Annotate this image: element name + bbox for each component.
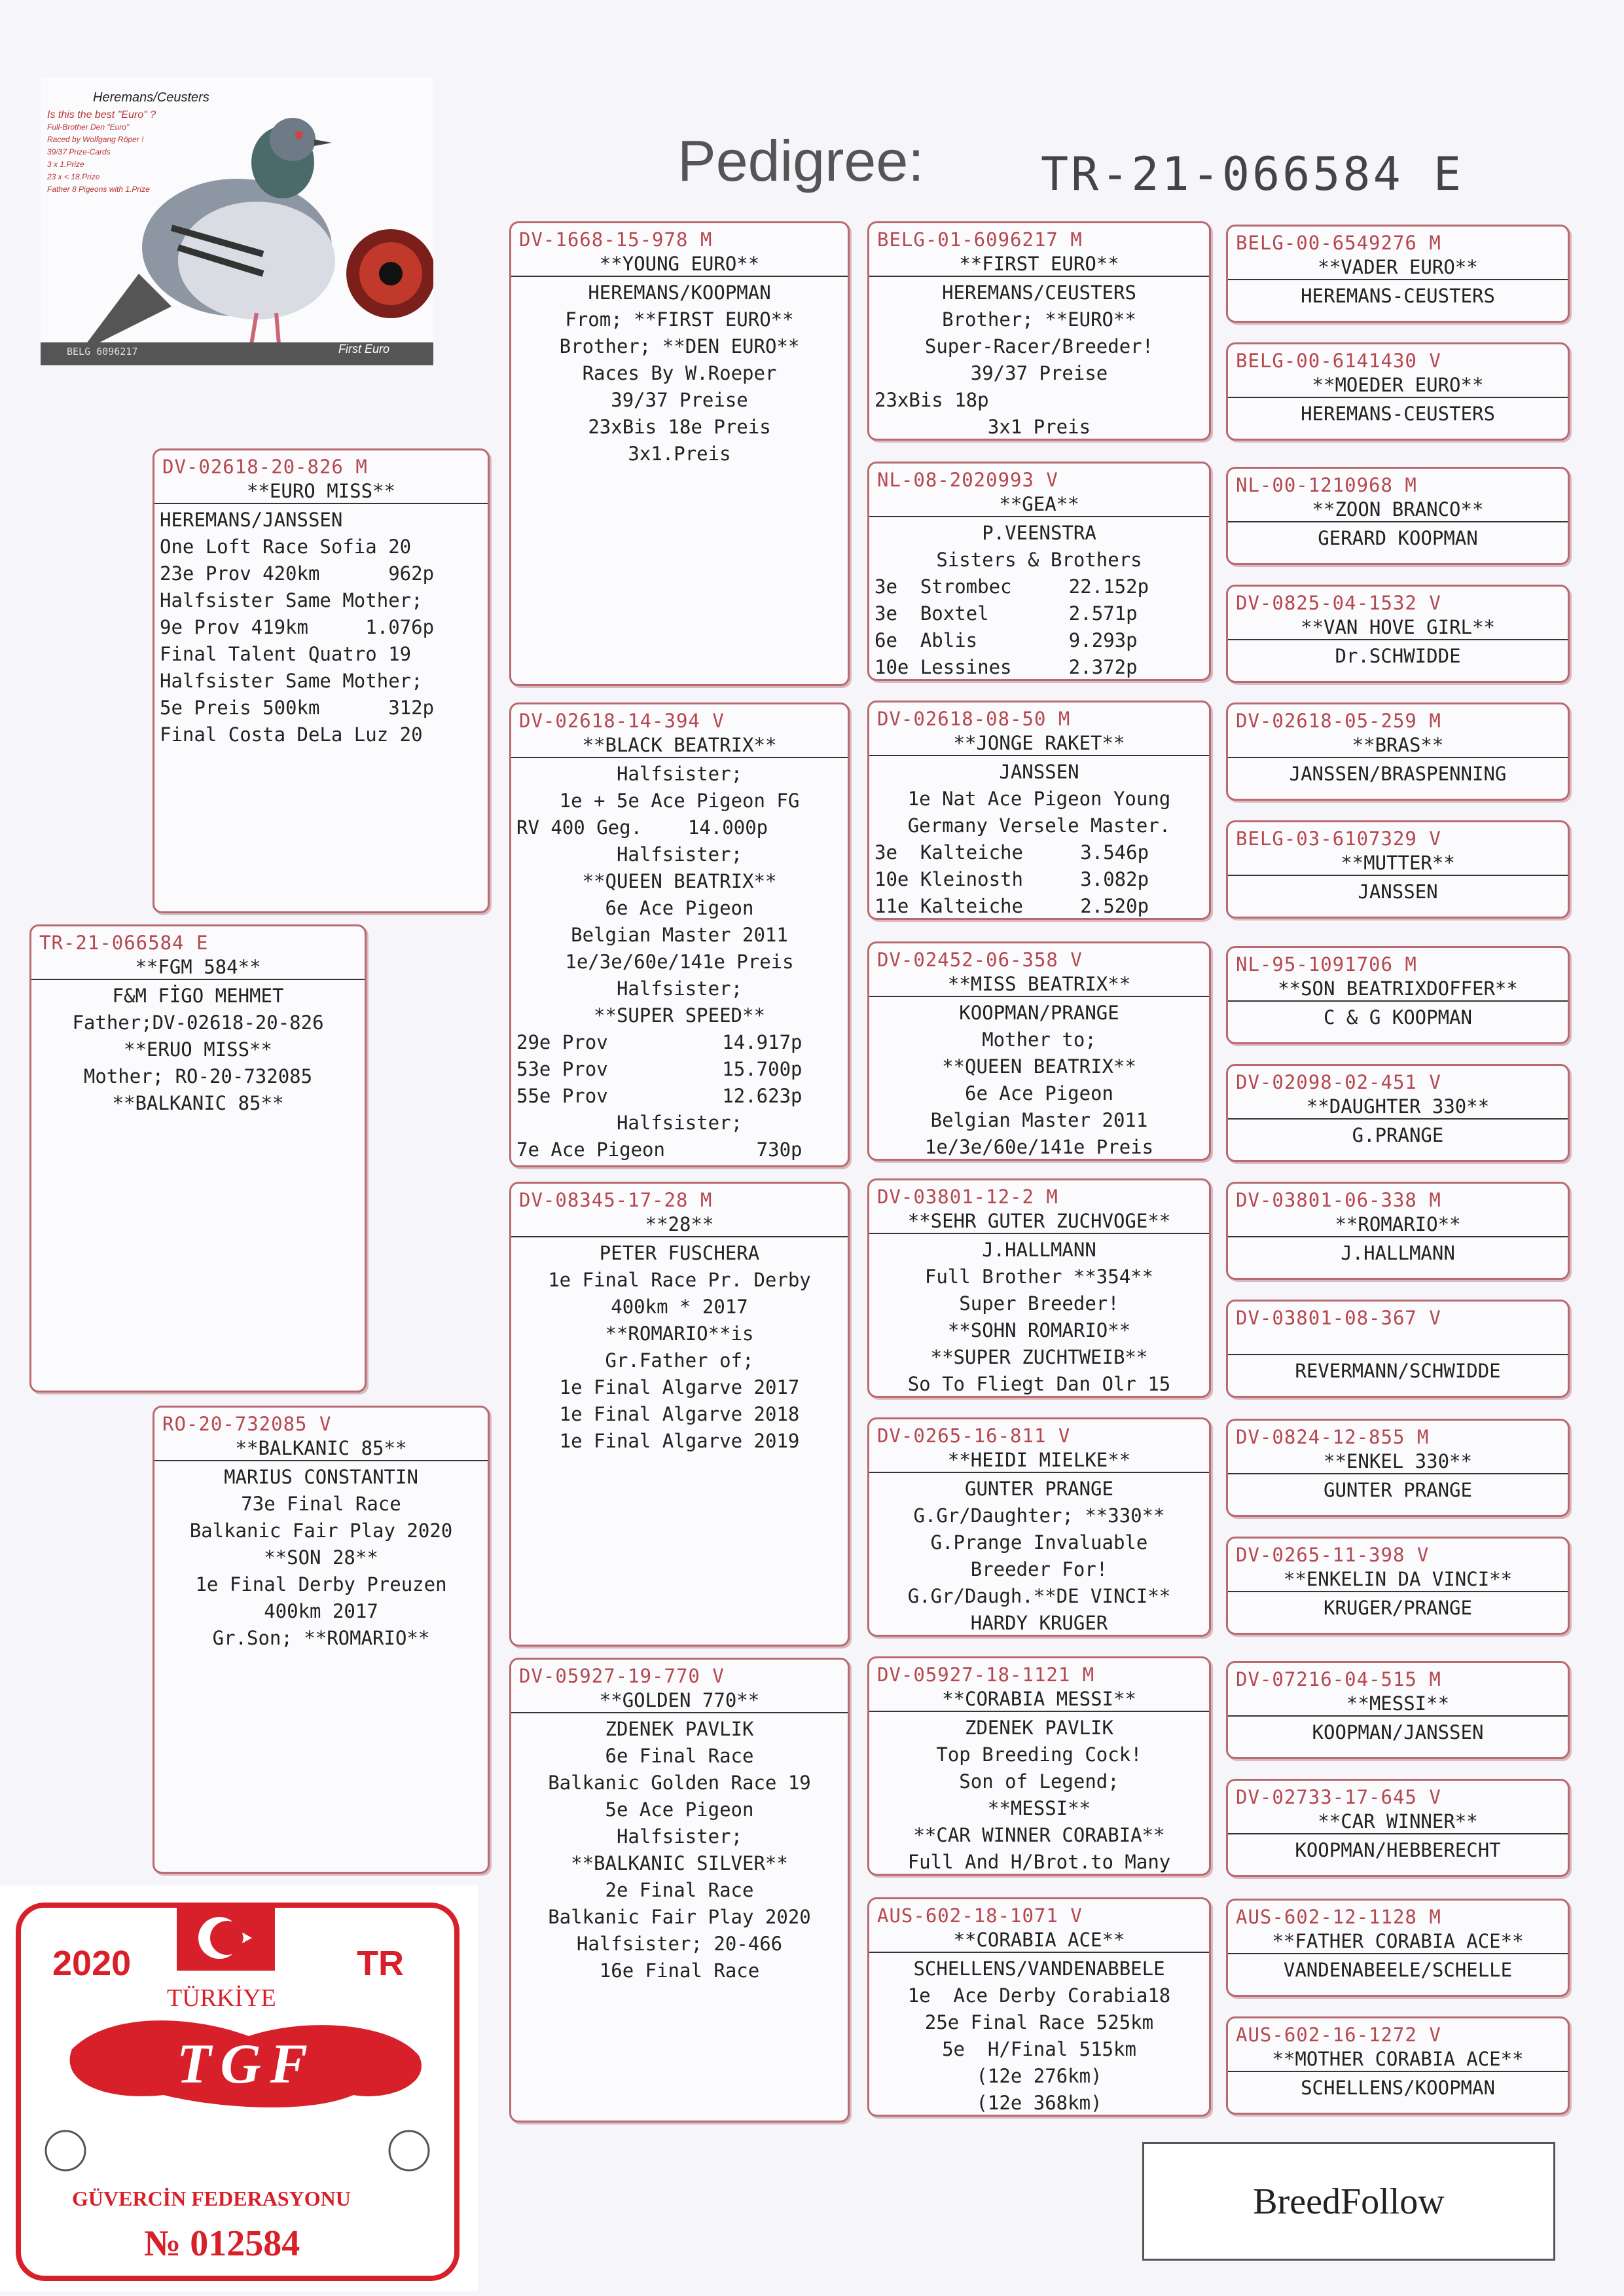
bird-name: **YOUNG EURO**: [511, 252, 848, 277]
pedigree-card-m: [153, 1406, 490, 1874]
pedigree-line: 6e Ace Pigeon: [965, 1082, 1113, 1104]
pedigree-line: Sisters & Brothers: [936, 549, 1142, 571]
photo-caption-line: Father 8 Pigeons with 1.Prize: [47, 185, 150, 194]
ring-number: AUS-602-18-1071 V: [877, 1904, 1083, 1927]
pedigree-line: **SOHN ROMARIO**: [947, 1319, 1131, 1341]
pedigree-line: **SUPER ZUCHTWEIB**: [930, 1346, 1148, 1368]
pedigree-line: KRUGER/PRANGE: [1324, 1597, 1472, 1619]
pedigree-card-fff: [867, 221, 1211, 441]
photo-caption: [47, 109, 156, 196]
ring-number: BELG-03-6107329 V: [1236, 828, 1441, 850]
pedigree-line: 5e H/Final 515km: [942, 2038, 1136, 2060]
stamp-federation: GÜVERCİN FEDERASYONU: [72, 2187, 351, 2210]
pedigree-line: Halfsister Same Mother;: [160, 670, 423, 692]
ring-number: DV-0824-12-855 M: [1236, 1426, 1430, 1448]
bird-name: **MOTHER CORABIA ACE**: [1228, 2047, 1568, 2072]
pedigree-line: 3e Strombec 22.152p: [875, 575, 1149, 598]
pedigree-line: **ERUO MISS**: [124, 1038, 272, 1061]
pedigree-line: Germany Versele Master.: [907, 814, 1171, 837]
pedigree-line: Races By W.Roeper: [582, 362, 777, 384]
pedigree-line: 29e Prov 14.917p: [516, 1031, 803, 1053]
ring-number: DV-0265-16-811 V: [877, 1425, 1071, 1447]
pedigree-line: ZDENEK PAVLIK: [965, 1717, 1113, 1739]
pedigree-line: 7e Ace Pigeon 730p: [516, 1139, 803, 1161]
ring-number: DV-02618-05-259 M: [1236, 710, 1441, 732]
ring-number: DV-07216-04-515 M: [1236, 1668, 1441, 1690]
pedigree-card-fm: [509, 702, 850, 1167]
pedigree-line: KOOPMAN/PRANGE: [959, 1002, 1119, 1024]
pedigree-line: **MESSI**: [987, 1797, 1091, 1819]
pedigree-card-g2: [1226, 342, 1570, 441]
pedigree-line: REVERMANN/SCHWIDDE: [1295, 1360, 1501, 1382]
bird-name: **JONGE RAKET**: [869, 731, 1209, 756]
pedigree-line: 9e Prov 419km 1.076p: [160, 616, 435, 638]
pedigree-card-g7: [1226, 946, 1570, 1044]
pedigree-line: 16e Final Race: [599, 1959, 760, 1982]
pedigree-line: (12e 368km): [976, 2092, 1102, 2114]
pedigree-line: **CAR WINNER CORABIA**: [913, 1824, 1165, 1846]
pedigree-line: C & G KOOPMAN: [1324, 1006, 1472, 1029]
pedigree-line: 1e/3e/60e/141e Preis: [565, 951, 794, 973]
bird-name: **CORABIA ACE**: [869, 1928, 1209, 1953]
pedigree-line: 23e Prov 420km 962p: [160, 562, 435, 585]
bird-name: [1228, 1330, 1568, 1355]
pedigree-line: 53e Prov 15.700p: [516, 1058, 803, 1080]
pedigree-line: Super-Racer/Breeder!: [924, 335, 1154, 357]
pedigree-line: G.PRANGE: [1352, 1124, 1444, 1146]
pedigree-line: 1e Final Algarve 2017: [559, 1376, 800, 1398]
pedigree-line: J.HALLMANN: [1341, 1242, 1455, 1264]
pedigree-card-g14: [1226, 1779, 1570, 1877]
pedigree-card-ff: [509, 221, 850, 686]
pedigree-line: J.HALLMANN: [982, 1239, 1096, 1261]
pedigree-card-g4: [1226, 585, 1570, 683]
bird-name: **BLACK BEATRIX**: [511, 733, 848, 758]
pedigree-line: From; **FIRST EURO**: [565, 308, 794, 331]
pedigree-card-mmm: [867, 1897, 1211, 2117]
bird-name: **VADER EURO**: [1228, 255, 1568, 280]
ring-number: BELG-01-6096217 M: [877, 228, 1083, 251]
bird-name: **VAN HOVE GIRL**: [1228, 615, 1568, 640]
pedigree-line: Balkanic Fair Play 2020: [189, 1520, 453, 1542]
photo-caption-line: 23 x < 18.Prize: [47, 172, 100, 181]
pedigree-line: 1e Nat Ace Pigeon Young: [907, 788, 1171, 810]
pedigree-line: KOOPMAN/HEBBERECHT: [1295, 1839, 1501, 1861]
pedigree-line: 1e Final Algarve 2018: [559, 1403, 800, 1425]
pedigree-card-g8: [1226, 1064, 1570, 1162]
pedigree-line: VANDENABEELE/SCHELLE: [1283, 1959, 1513, 1981]
pedigree-line: **SON 28**: [264, 1546, 378, 1569]
stamp-country: TÜRKİYE: [167, 1984, 276, 2012]
pedigree-line: G.Gr/Daughter; **330**: [913, 1504, 1165, 1527]
pedigree-line: Balkanic Fair Play 2020: [548, 1906, 811, 1928]
pedigree-card-subject: [29, 924, 367, 1393]
ring-number: DV-02733-17-645 V: [1236, 1786, 1441, 1808]
pedigree-line: Breeder For!: [970, 1558, 1108, 1580]
pedigree-card-fmf: [867, 701, 1211, 920]
bird-name: **CAR WINNER**: [1228, 1810, 1568, 1834]
pedigree-line: Full And H/Brot.to Many: [907, 1851, 1171, 1873]
pedigree-card-g16: [1226, 2016, 1570, 2115]
pedigree-card-g13: [1226, 1661, 1570, 1759]
pedigree-line: 10e Kleinosth 3.082p: [875, 868, 1149, 890]
pedigree-line: 11e Kalteiche 2.520p: [875, 895, 1149, 917]
pedigree-line: 3e Boxtel 2.571p: [875, 602, 1138, 625]
page-title: Pedigree:: [677, 128, 924, 193]
pedigree-line: HEREMANS/JANSSEN: [160, 509, 343, 531]
stamp-logo-text: TGF: [177, 2032, 317, 2095]
pedigree-line: 3e Kalteiche 3.546p: [875, 841, 1149, 864]
pedigree-line: GUNTER PRANGE: [1324, 1479, 1472, 1501]
pedigree-line: Halfsister;: [616, 843, 743, 866]
pedigree-line: HEREMANS-CEUSTERS: [1301, 285, 1495, 307]
breedfollow-brand: BreedFollow: [1142, 2142, 1555, 2261]
pedigree-line: RV 400 Geg. 14.000p: [516, 816, 768, 839]
pedigree-line: 23xBis 18p: [875, 389, 989, 411]
pedigree-line: Brother; **EURO**: [942, 308, 1136, 331]
pedigree-line: PETER FUSCHERA: [599, 1242, 760, 1264]
pedigree-line: So To Fliegt Dan Olr 15: [907, 1373, 1171, 1395]
photo-caption-line: 3 x 1.Prize: [47, 160, 84, 169]
ring-number: DV-02098-02-451 V: [1236, 1071, 1441, 1093]
pedigree-line: 6e Ace Pigeon: [605, 897, 754, 919]
pedigree-line: Belgian Master 2011: [930, 1109, 1148, 1131]
pedigree-line: Halfsister;: [616, 1112, 743, 1134]
bird-name: **MISS BEATRIX**: [869, 972, 1209, 997]
pedigree-line: G.Prange Invaluable: [930, 1531, 1148, 1554]
pedigree-line: Father;DV-02618-20-826: [72, 1011, 324, 1034]
bird-name: **BRAS**: [1228, 733, 1568, 758]
pedigree-line: Balkanic Golden Race 19: [548, 1772, 811, 1794]
pedigree-line: 55e Prov 12.623p: [516, 1085, 803, 1107]
pedigree-line: Final Talent Quatro 19: [160, 643, 412, 665]
pedigree-line: One Loft Race Sofia 20: [160, 536, 412, 558]
pedigree-line: Halfsister;: [616, 1825, 743, 1848]
bird-name: **FGM 584**: [31, 955, 365, 980]
pedigree-line: SCHELLENS/KOOPMAN: [1301, 2077, 1495, 2099]
bird-name: **BALKANIC 85**: [154, 1436, 488, 1461]
pedigree-line: (12e 276km): [976, 2065, 1102, 2087]
bird-name: **EURO MISS**: [154, 479, 488, 504]
pedigree-card-g5: [1226, 702, 1570, 801]
pedigree-line: 400km * 2017: [611, 1296, 748, 1318]
ring-number: NL-08-2020993 V: [877, 469, 1058, 491]
pedigree-card-mmf: [867, 1656, 1211, 1876]
ring-number: DV-03801-06-338 M: [1236, 1189, 1441, 1211]
pedigree-line: P.VEENSTRA: [982, 522, 1096, 544]
photo-caption-line: Raced by Wolfgang Röper !: [47, 135, 144, 144]
pedigree-card-ffm: [867, 462, 1211, 681]
pedigree-card-mfm: [867, 1417, 1211, 1637]
pedigree-line: Mother to;: [982, 1029, 1096, 1051]
photo-sub-label: First Euro: [338, 342, 390, 355]
pedigree-card-g15: [1226, 1899, 1570, 1997]
pedigree-line: 39/37 Preise: [970, 362, 1108, 384]
ring-number: TR-21-066584 E: [39, 932, 209, 954]
pigeon-photo: [41, 77, 433, 365]
pedigree-card-f: [153, 448, 490, 913]
bird-name: **ENKELIN DA VINCI**: [1228, 1567, 1568, 1592]
pedigree-line: **QUEEN BEATRIX**: [582, 870, 777, 892]
photo-heading: Heremans/Ceusters: [93, 90, 209, 105]
pedigree-line: Final Costa DeLa Luz 20: [160, 723, 423, 746]
pedigree-line: KOOPMAN/JANSSEN: [1312, 1721, 1484, 1743]
pedigree-line: ZDENEK PAVLIK: [605, 1718, 754, 1740]
pedigree-card-mm: [509, 1658, 850, 2123]
pedigree-line: Mother; RO-20-732085: [83, 1065, 313, 1087]
ring-number: DV-08345-17-28 M: [519, 1189, 713, 1211]
pedigree-line: GERARD KOOPMAN: [1318, 527, 1478, 549]
pedigree-line: **BALKANIC SILVER**: [571, 1852, 788, 1874]
ring-number: DV-1668-15-978 M: [519, 228, 713, 251]
pedigree-line: HEREMANS-CEUSTERS: [1301, 403, 1495, 425]
pedigree-line: G.Gr/Daugh.**DE VINCI**: [907, 1585, 1171, 1607]
pedigree-card-mff: [867, 1178, 1211, 1398]
pedigree-line: 10e Lessines 2.372p: [875, 656, 1138, 678]
ring-number: DV-02618-08-50 M: [877, 708, 1071, 730]
ring-number: DV-03801-12-2 M: [877, 1186, 1058, 1208]
ring-number: DV-0265-11-398 V: [1236, 1544, 1430, 1566]
bird-name: **FIRST EURO**: [869, 252, 1209, 277]
ring-number: DV-05927-18-1121 M: [877, 1664, 1095, 1686]
pedigree-line: 1e/3e/60e/141e Preis: [924, 1136, 1154, 1158]
bird-name: **MOEDER EURO**: [1228, 373, 1568, 398]
pedigree-line: Top Breeding Cock!: [936, 1743, 1142, 1766]
pedigree-card-g11: [1226, 1419, 1570, 1517]
bird-name: **ENKEL 330**: [1228, 1449, 1568, 1474]
pedigree-line: **ROMARIO**is: [605, 1322, 754, 1345]
bird-name: **GOLDEN 770**: [511, 1688, 848, 1713]
pedigree-card-g3: [1226, 467, 1570, 565]
pedigree-line: MARIUS CONSTANTIN: [224, 1466, 418, 1488]
photo-caption-line: 39/37 Prize-Cards: [47, 147, 111, 156]
pedigree-card-mf: [509, 1182, 850, 1647]
pedigree-line: 1e Final Derby Preuzen: [195, 1573, 447, 1595]
pedigree-line: 1e Final Race Pr. Derby: [548, 1269, 811, 1291]
pedigree-line: 6e Ablis 9.293p: [875, 629, 1138, 651]
pedigree-line: 23xBis 18e Preis: [588, 416, 771, 438]
bird-name: **DAUGHTER 330**: [1228, 1095, 1568, 1120]
ring-number: NL-95-1091706 M: [1236, 953, 1417, 975]
photo-ring-label: BELG 6096217: [67, 346, 138, 357]
pedigree-line: HEREMANS/CEUSTERS: [942, 282, 1136, 304]
ring-number: DV-0825-04-1532 V: [1236, 592, 1441, 614]
pedigree-line: Brother; **DEN EURO**: [559, 335, 800, 357]
pedigree-line: 73e Final Race: [241, 1493, 401, 1515]
bird-name: **MUTTER**: [1228, 851, 1568, 876]
pedigree-card-g1: [1226, 225, 1570, 323]
pedigree-line: JANSSEN: [1358, 881, 1438, 903]
bird-name: **GEA**: [869, 492, 1209, 517]
pedigree-line: HEREMANS/KOOPMAN: [588, 282, 771, 304]
stamp-country-code: TR: [357, 1944, 404, 1983]
pedigree-line: Dr.SCHWIDDE: [1335, 645, 1461, 667]
pedigree-line: HARDY KRUGER: [970, 1612, 1108, 1634]
pedigree-line: Halfsister; 20-466: [576, 1933, 783, 1955]
pedigree-line: SCHELLENS/VANDENABBELE: [913, 1958, 1165, 1980]
stamp-number-value: 012584: [190, 2223, 300, 2264]
pedigree-line: JANSSEN: [999, 761, 1079, 783]
federation-stamp: [0, 1886, 478, 2291]
pedigree-card-g6: [1226, 820, 1570, 919]
pedigree-line: **SUPER SPEED**: [594, 1004, 765, 1027]
pedigree-line: Gr.Son; **ROMARIO**: [212, 1627, 430, 1649]
pedigree-line: F&M FİGO MEHMET: [112, 985, 284, 1007]
ring-number: NL-00-1210968 M: [1236, 474, 1417, 496]
pedigree-line: **BALKANIC 85**: [112, 1092, 284, 1114]
stamp-year: 2020: [52, 1944, 132, 1983]
pedigree-line: Halfsister;: [616, 977, 743, 1000]
pedigree-line: Gr.Father of;: [605, 1349, 754, 1372]
pedigree-line: 2e Final Race: [605, 1879, 754, 1901]
ring-number: BELG-00-6549276 M: [1236, 232, 1441, 254]
pedigree-line: JANSSEN/BRASPENNING: [1289, 763, 1507, 785]
pedigree-card-g12: [1226, 1537, 1570, 1635]
ring-number: DV-02618-20-826 M: [162, 456, 368, 478]
bird-name: **MESSI**: [1228, 1692, 1568, 1717]
pedigree-line: Halfsister Same Mother;: [160, 589, 423, 611]
bird-name: **HEIDI MIELKE**: [869, 1448, 1209, 1473]
bird-name: **ZOON BRANCO**: [1228, 498, 1568, 522]
pedigree-line: **QUEEN BEATRIX**: [942, 1055, 1136, 1078]
ring-number: AUS-602-16-1272 V: [1236, 2024, 1441, 2046]
stamp-number: [144, 2223, 300, 2265]
pedigree-line: Halfsister;: [616, 763, 743, 785]
ring-number: DV-03801-08-367 V: [1236, 1307, 1441, 1329]
pedigree-line: 1e Final Algarve 2019: [559, 1430, 800, 1452]
pedigree-line: 5e Ace Pigeon: [605, 1798, 754, 1821]
pedigree-line: 3x1.Preis: [628, 443, 731, 465]
bird-name: **CORABIA MESSI**: [869, 1687, 1209, 1712]
bird-name: **28**: [511, 1212, 848, 1237]
pedigree-card-g9: [1226, 1182, 1570, 1280]
pedigree-line: Son of Legend;: [959, 1770, 1119, 1793]
bird-name: **ROMARIO**: [1228, 1212, 1568, 1237]
pedigree-line: Super Breeder!: [959, 1292, 1119, 1315]
pedigree-card-fmm: [867, 941, 1211, 1161]
pedigree-line: Full Brother **354**: [924, 1266, 1154, 1288]
bird-name: **FATHER CORABIA ACE**: [1228, 1929, 1568, 1954]
pedigree-line: 5e Preis 500km 312p: [160, 697, 435, 719]
ring-number: RO-20-732085 V: [162, 1413, 332, 1435]
pedigree-line: 400km 2017: [264, 1600, 378, 1622]
pedigree-line: Belgian Master 2011: [571, 924, 788, 946]
ring-number: DV-02452-06-358 V: [877, 949, 1083, 971]
ring-number: BELG-00-6141430 V: [1236, 350, 1441, 372]
ring-number: DV-05927-19-770 V: [519, 1665, 725, 1687]
photo-caption-line: Full-Brother Den "Euro": [47, 122, 130, 132]
subject-ring-number: TR-21-066584 E: [1041, 147, 1464, 201]
pedigree-line: 25e Final Race 525km: [924, 2011, 1154, 2033]
bird-name: **SON BEATRIXDOFFER**: [1228, 977, 1568, 1002]
ring-number: AUS-602-12-1128 M: [1236, 1906, 1441, 1928]
ring-number: DV-02618-14-394 V: [519, 710, 725, 732]
pedigree-line: 1e + 5e Ace Pigeon FG: [559, 790, 800, 812]
pedigree-line: 6e Final Race: [605, 1745, 754, 1767]
pedigree-line: GUNTER PRANGE: [965, 1478, 1113, 1500]
photo-caption-line: Is this the best "Euro" ?: [47, 109, 156, 120]
pedigree-line: 39/37 Preise: [611, 389, 748, 411]
stamp-number-prefix: №: [144, 2223, 181, 2264]
pedigree-card-g10: [1226, 1300, 1570, 1398]
pedigree-line: 3x1 Preis: [987, 416, 1091, 438]
pedigree-line: 1e Ace Derby Corabia18: [907, 1984, 1171, 2007]
bird-name: **SEHR GUTER ZUCHVOGE**: [869, 1209, 1209, 1234]
